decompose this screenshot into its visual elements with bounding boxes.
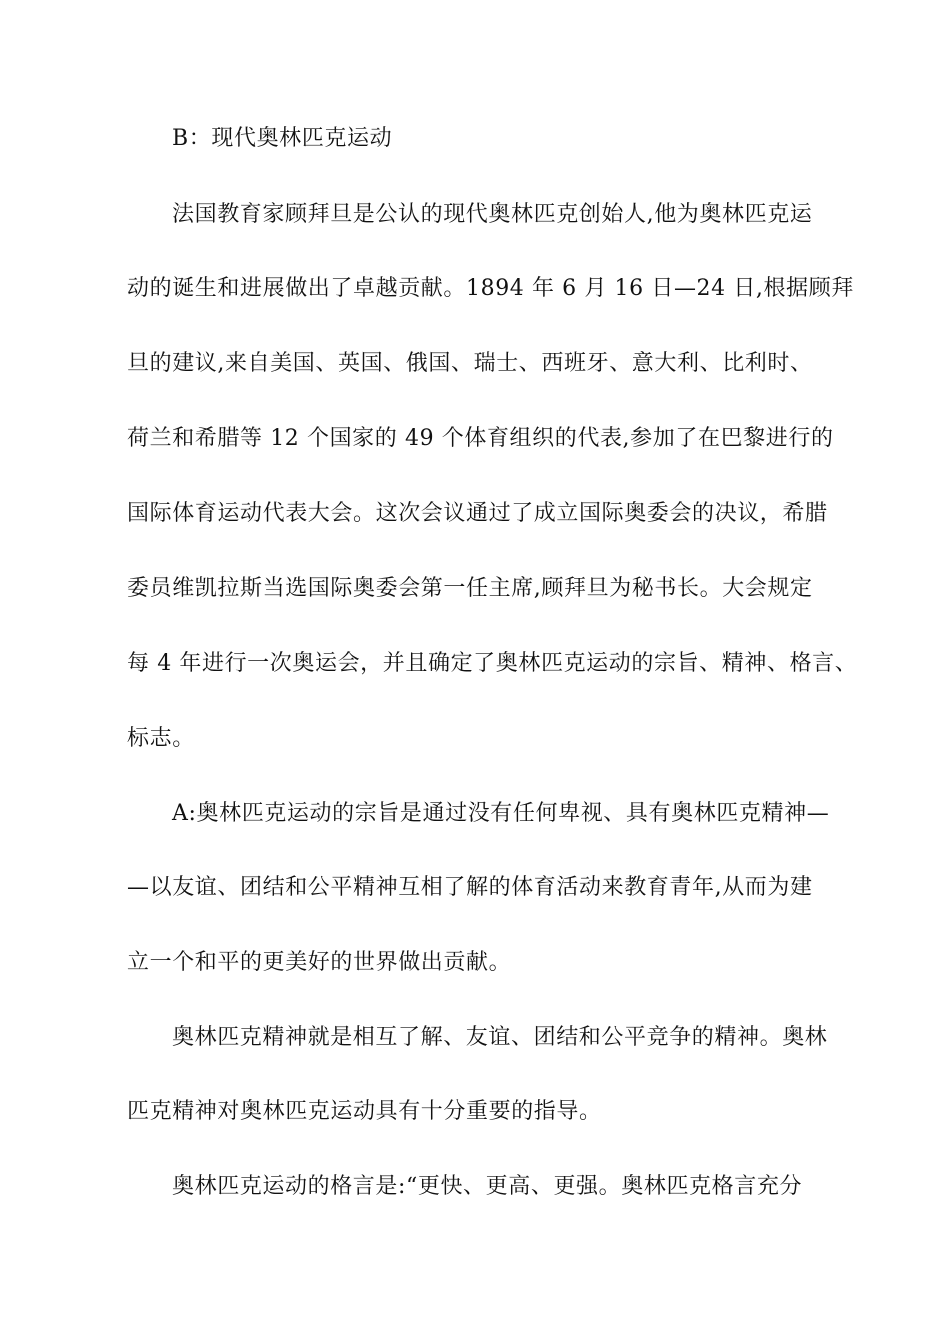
paragraph-line: —以友谊、团结和公平精神互相了解的体育活动来教育青年,从而为建 (127, 875, 813, 900)
paragraph-line: 奥林匹克精神就是相互了解、友谊、团结和公平竞争的精神。奥林 (172, 1025, 828, 1050)
paragraph-line: 标志。 (127, 726, 195, 751)
section-heading: B：现代奥林匹克运动 (172, 126, 393, 151)
paragraph-line: 奥林匹克运动的格言是:“更快、更高、更强。奥林匹克格言充分 (172, 1174, 803, 1199)
paragraph-line: 动的诞生和进展做出了卓越贡献。1894 年 6 月 16 日—24 日,根据顾拜 (127, 276, 854, 301)
paragraph-line: 每 4 年进行一次奥运会，并且确定了奥林匹克运动的宗旨、精神、格言、 (127, 651, 858, 676)
paragraph-line: 旦的建议,来自美国、英国、俄国、瑞士、西班牙、意大利、比利时、 (127, 351, 813, 376)
paragraph-line: 立一个和平的更美好的世界做出贡献。 (127, 950, 512, 975)
paragraph-line: 委员维凯拉斯当选国际奥委会第一任主席,顾拜旦为秘书长。大会规定 (127, 576, 813, 601)
paragraph-line: 法国教育家顾拜旦是公认的现代奥林匹克创始人,他为奥林匹克运 (172, 202, 813, 227)
paragraph-line: 匹克精神对奥林匹克运动具有十分重要的指导。 (127, 1099, 602, 1124)
paragraph-line: A:奥林匹克运动的宗旨是通过没有任何卑视、具有奥林匹克精神— (172, 801, 830, 826)
paragraph-line: 荷兰和希腊等 12 个国家的 49 个体育组织的代表,参加了在巴黎进行的 (127, 426, 834, 451)
paragraph-line: 国际体育运动代表大会。这次会议通过了成立国际奥委会的决议，希腊 (127, 501, 828, 526)
